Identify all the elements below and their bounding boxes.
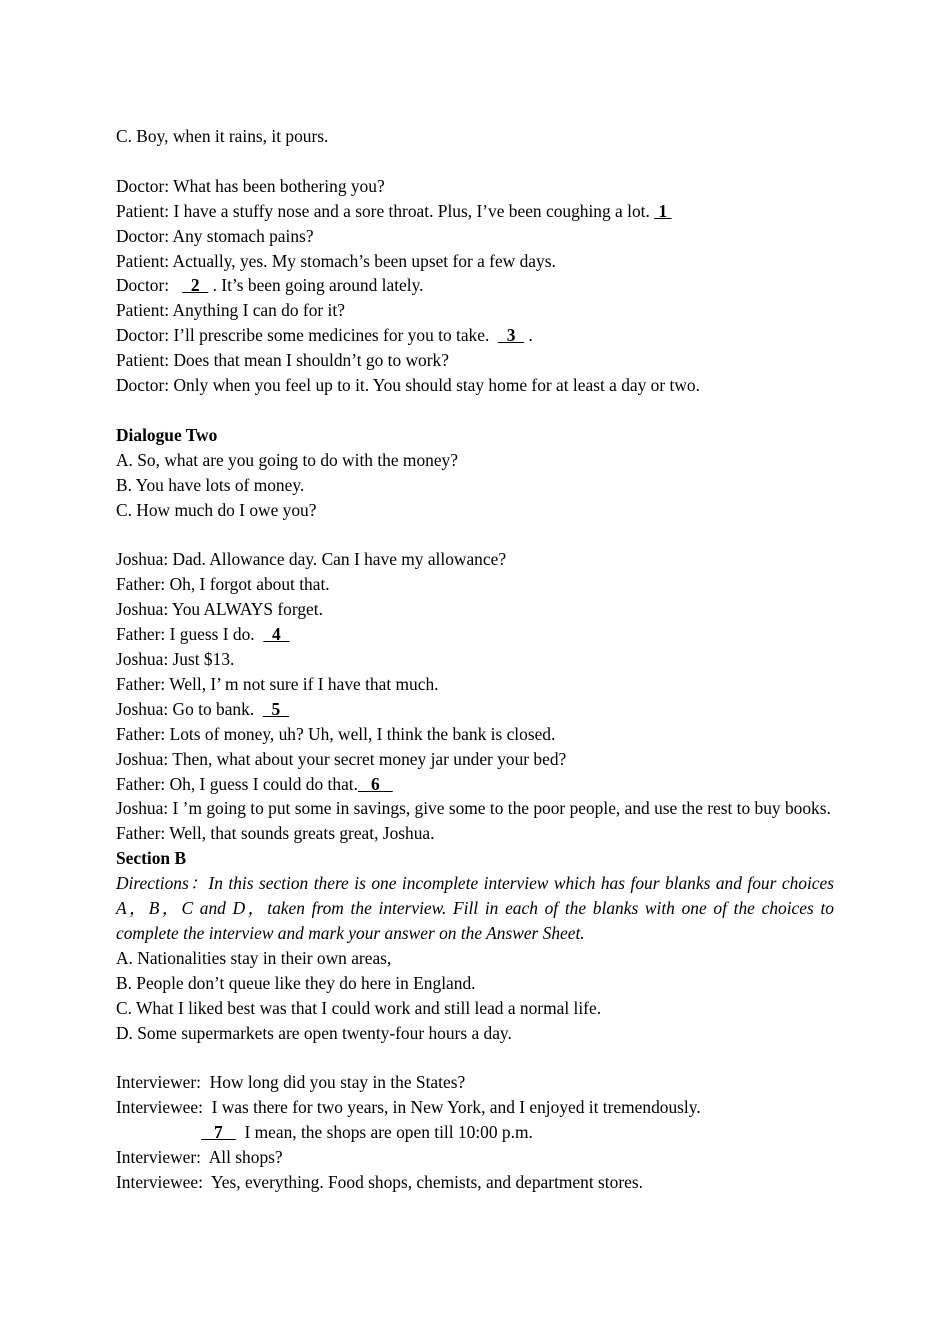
- dialogue-line: [116, 273, 834, 298]
- line-text: I mean, the shops are open till 10:00 p.m.: [235, 1122, 533, 1143]
- option-c: C. How much do I owe you?: [116, 499, 317, 520]
- dialogue-line: Doctor: What has been bothering you?: [116, 175, 385, 196]
- spacer: [116, 398, 834, 423]
- line-text: Doctor: I’ll prescribe some medicines for you to take.: [116, 325, 498, 346]
- blank-4: 4: [263, 624, 290, 645]
- line-text: Patient: I have a stuffy nose and a sore throat. Plus, I’ve been coughing a lot.: [116, 200, 655, 221]
- option-a: A. So, what are you going to do with the money?: [116, 449, 458, 470]
- dialogue-line: Joshua: I ’m going to put some in savings, give some to the poor people, and use the rest to buy books.: [116, 798, 831, 819]
- dialogue-line: Patient: Actually, yes. My stomach’s been upset for a few days.: [116, 250, 556, 271]
- interview-line: [116, 1120, 834, 1145]
- dialogue-line: Father: Lots of money, uh? Uh, well, I think the bank is closed.: [116, 723, 556, 744]
- interview-line: Interviewer: All shops?: [116, 1147, 283, 1168]
- document-page: [116, 124, 834, 1195]
- option-b: B. You have lots of money.: [116, 474, 305, 495]
- line-text: .: [524, 325, 533, 346]
- line-text: . It’s been going around lately.: [208, 275, 424, 296]
- blank-5: 5: [262, 698, 289, 719]
- dialogue-line: Father: Oh, I forgot about that.: [116, 574, 330, 595]
- line-text: Doctor:: [116, 275, 183, 296]
- blank-2: 2: [182, 275, 209, 296]
- dialogue-one-option-c: C. Boy, when it rains, it pours.: [116, 126, 329, 146]
- blank-7: 7: [201, 1122, 236, 1143]
- interview-line: Interviewee: I was there for two years, in New York, and I enjoyed it tremendously.: [116, 1097, 701, 1118]
- dialogue-line: Joshua: You ALWAYS forget.: [116, 599, 323, 620]
- dialogue-line: Joshua: Just $13.: [116, 648, 235, 669]
- dialogue-line: Father: Well, that sounds greats great, Joshua.: [116, 823, 435, 844]
- dialogue-line: Patient: Anything I can do for it?: [116, 300, 345, 321]
- spacer: [116, 522, 834, 547]
- spacer: [116, 149, 834, 174]
- line-text: Joshua: Go to bank.: [116, 698, 263, 719]
- spacer: [116, 1045, 834, 1070]
- dialogue-two-heading: Dialogue Two: [116, 424, 218, 445]
- dialogue-line: [116, 622, 834, 647]
- interview-line: Interviewer: How long did you stay in the States?: [116, 1072, 466, 1093]
- dialogue-line: Father: Well, I’ m not sure if I have that much.: [116, 673, 439, 694]
- dialogue-line: Joshua: Dad. Allowance day. Can I have my allowance?: [116, 549, 507, 570]
- option-a: A. Nationalities stay in their own areas,: [116, 947, 392, 968]
- dialogue-line: Patient: Does that mean I shouldn’t go to work?: [116, 350, 449, 371]
- section-b-directions: Directions：In this section there is one incomplete interview which has four blanks and four choices A，B，C and D，taken from the interview. Fill in each of the blanks with one of the choices to complete the interview and mark your answer on the Answer Sheet.: [116, 873, 834, 943]
- option-c: C. What I liked best was that I could work and still lead a normal life.: [116, 997, 602, 1018]
- blank-3: 3: [498, 325, 525, 346]
- dialogue-line: [116, 323, 834, 348]
- option-b: B. People don’t queue like they do here in England.: [116, 972, 476, 993]
- section-b-heading: Section B: [116, 848, 187, 869]
- dialogue-line: [116, 199, 834, 224]
- blank-1: 1: [654, 200, 672, 221]
- option-d: D. Some supermarkets are open twenty-four hours a day.: [116, 1022, 512, 1043]
- dialogue-line: Doctor: Any stomach pains?: [116, 225, 314, 246]
- dialogue-line: [116, 697, 834, 722]
- blank-6: 6: [357, 773, 393, 794]
- interview-line: Interviewee: Yes, everything. Food shops, chemists, and department stores.: [116, 1172, 643, 1192]
- line-text: Father: Oh, I guess I could do that.: [116, 773, 358, 794]
- dialogue-line: Doctor: Only when you feel up to it. You should stay home for at least a day or two.: [116, 375, 700, 396]
- line-text: Father: I guess I do.: [116, 624, 264, 645]
- dialogue-line: Joshua: Then, what about your secret money jar under your bed?: [116, 748, 567, 769]
- dialogue-line: [116, 772, 834, 797]
